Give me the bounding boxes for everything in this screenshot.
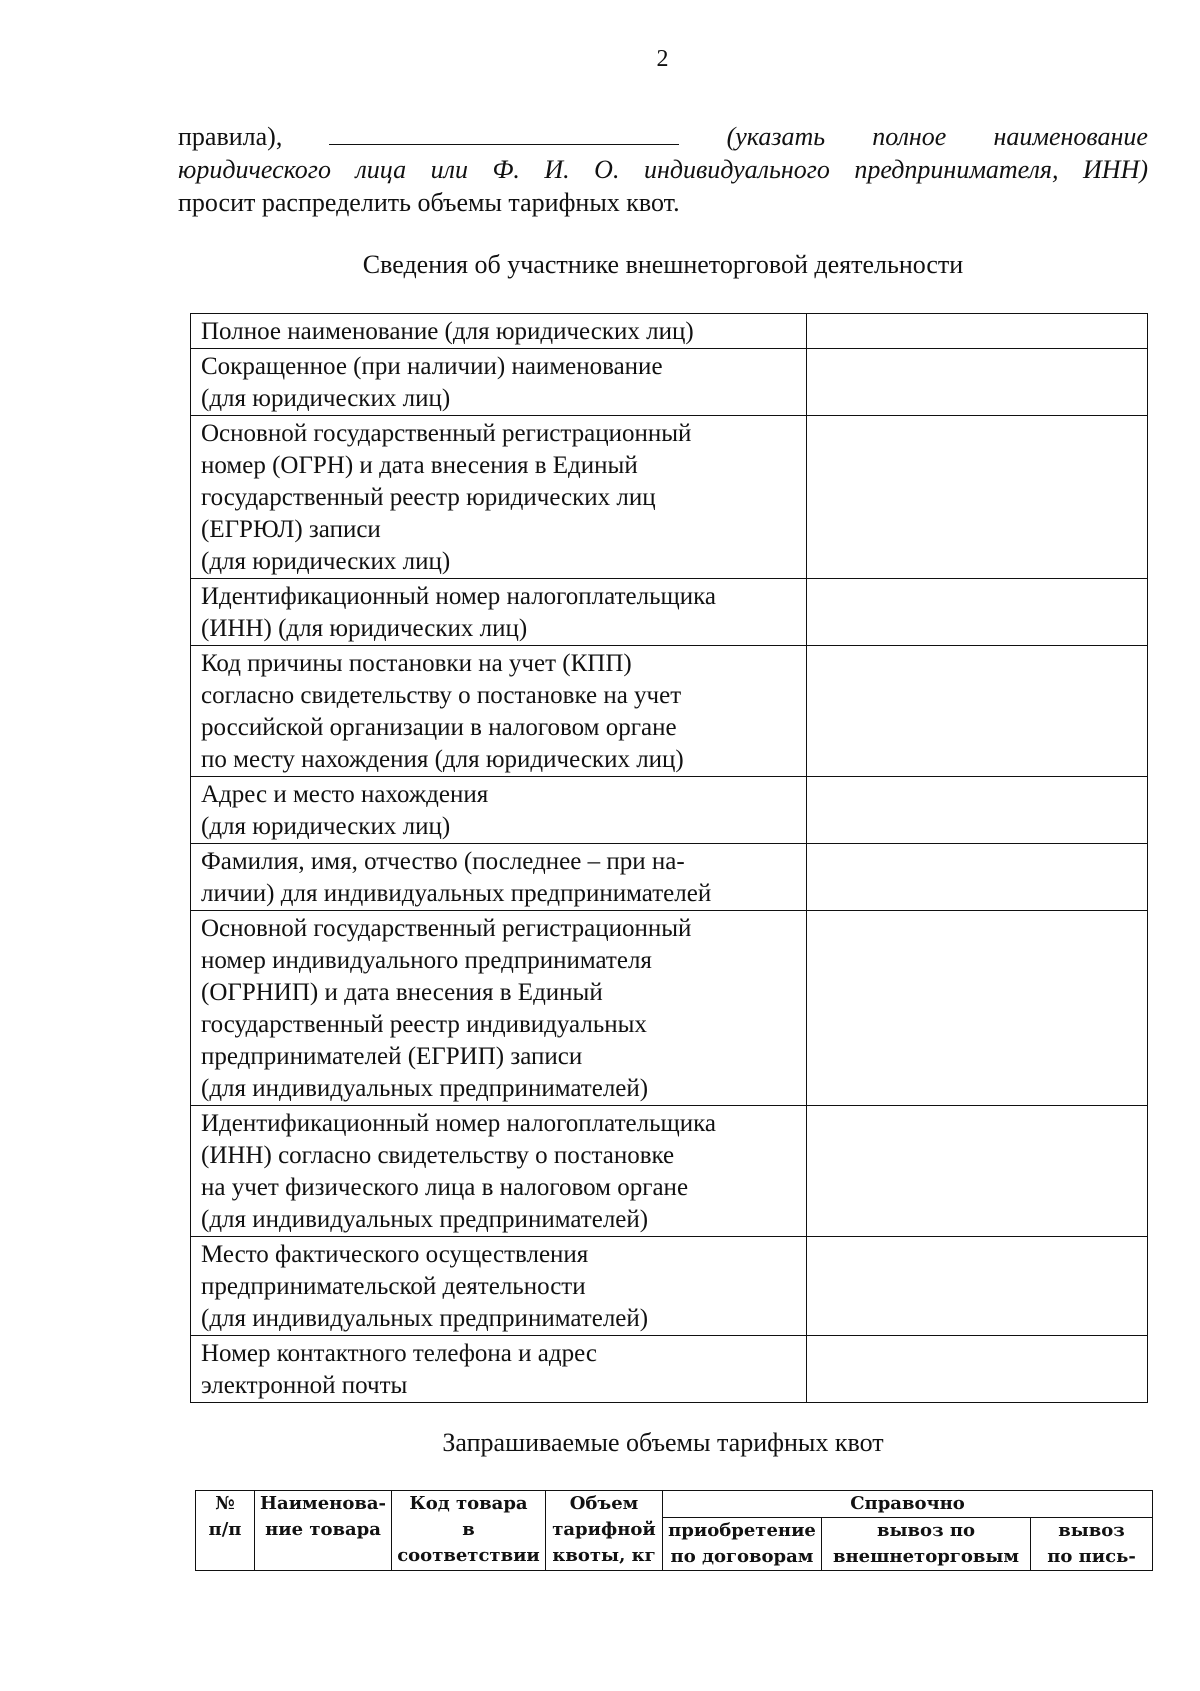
info-row [191,416,1148,579]
info-row-value[interactable] [806,1106,1147,1237]
info-row-value[interactable] [806,416,1147,579]
header-quota-volume: Объем тарифной квоты, кг [546,1491,663,1571]
info-label-line: (ЕГРЮЛ) записи [201,516,381,543]
header-ref-export-contracts: вывоз по внешнеторговым [822,1518,1031,1571]
info-label-line: Полное наименование (для юридических лиц) [201,318,694,345]
intro-paragraph [178,120,1148,219]
info-label-line: Код причины постановки на учет (КПП) [201,650,632,677]
page-number: 2 [656,46,669,72]
info-row [191,349,1148,416]
header-reference: Справочно [663,1491,1153,1518]
info-label-line: Основной государственный регистрационный [201,420,692,447]
info-label-line: (для юридических лиц) [201,548,451,575]
info-label-line: Основной государственный регистрационный [201,915,692,942]
info-label-line: Адрес и место нахождения [201,781,489,808]
info-row-value[interactable] [806,349,1147,416]
info-row [191,646,1148,777]
info-label-line: (ОГРНИП) и дата внесения в Единый [201,979,603,1006]
intro-line-1 [178,120,1148,153]
info-row [191,579,1148,646]
info-label-line: (для индивидуальных предпринимателей) [201,1075,649,1102]
section-title-quotas: Запрашиваемые объемы тарифных квот [442,1428,884,1457]
header-ref-export-letters: вывоз по пись- [1031,1518,1153,1571]
info-label-line: Фамилия, имя, отчество (последнее – при на- [201,848,685,875]
info-label-line: (для юридических лиц) [201,385,451,412]
header-product-name: Наименова- ние товара [255,1491,392,1571]
info-row [191,1106,1148,1237]
info-row-label [191,777,807,844]
header-ref-purchase: приобретение по договорам [663,1518,822,1571]
info-row-label [191,1336,807,1403]
fill-in-blank[interactable] [329,120,679,145]
info-row [191,1336,1148,1403]
info-row [191,777,1148,844]
quota-table [195,1490,1153,1571]
info-row-label [191,349,807,416]
info-label-line: государственный реестр индивидуальных [201,1011,647,1038]
info-row [191,844,1148,911]
info-label-line: (для юридических лиц) [201,813,451,840]
info-row-value[interactable] [806,777,1147,844]
info-label-line: номер (ОГРН) и дата внесения в Единый [201,452,638,479]
info-row-value[interactable] [806,314,1147,349]
info-row-label [191,1106,807,1237]
info-row-label [191,416,807,579]
info-row-value[interactable] [806,1237,1147,1336]
intro-line-2: юридического лица или Ф. И. О. индивидуального предпринимателя, ИНН) [178,155,1148,184]
info-label-line: предпринимательской деятельности [201,1273,586,1300]
info-label-line: номер индивидуального предпринимателя [201,947,652,974]
info-row-label [191,646,807,777]
intro-hint-2: полное [872,122,947,151]
info-label-line: (для индивидуальных предпринимателей) [201,1206,649,1233]
info-row-value[interactable] [806,911,1147,1106]
info-label-line: (для индивидуальных предпринимателей) [201,1305,649,1332]
info-row-value[interactable] [806,579,1147,646]
header-num: № п/п [196,1491,255,1571]
info-row-value[interactable] [806,1336,1147,1403]
info-label-line: согласно свидетельству о постановке на учет [201,682,682,709]
info-row-label [191,844,807,911]
info-label-line: (ИНН) (для юридических лиц) [201,615,528,642]
info-row-value[interactable] [806,844,1147,911]
section-title-participant: Сведения об участнике внешнеторговой деятельности [362,250,964,279]
intro-hint-1: (указать [726,122,826,151]
info-label-line: электронной почты [201,1372,408,1399]
intro-line-3: просит распределить объемы тарифных квот. [178,188,680,217]
info-label-line: государственный реестр юридических лиц [201,484,656,511]
info-label-line: личии) для индивидуальных предпринимателей [201,880,712,907]
intro-hint-3: наименование [993,122,1148,151]
info-label-line: Идентификационный номер налогоплательщика [201,583,717,610]
info-label-line: Номер контактного телефона и адрес [201,1340,597,1367]
participant-info-table [190,313,1148,1403]
info-label-line: (ИНН) согласно свидетельству о постановке [201,1142,675,1169]
info-row-label [191,314,807,349]
header-product-code: Код товара в соответствии [392,1491,546,1571]
info-row-label [191,911,807,1106]
info-label-line: Идентификационный номер налогоплательщика [201,1110,717,1137]
info-row [191,314,1148,349]
info-row [191,1237,1148,1336]
info-label-line: российской организации в налоговом органе [201,714,677,741]
info-row [191,911,1148,1106]
info-label-line: предпринимателей (ЕГРИП) записи [201,1043,583,1070]
info-row-label [191,1237,807,1336]
info-label-line: по месту нахождения (для юридических лиц) [201,746,684,773]
info-label-line: на учет физического лица в налоговом органе [201,1174,689,1201]
info-row-label [191,579,807,646]
intro-start: правила), [178,122,283,151]
info-label-line: Сокращенное (при наличии) наименование [201,353,663,380]
info-label-line: Место фактического осуществления [201,1241,589,1268]
info-row-value[interactable] [806,646,1147,777]
